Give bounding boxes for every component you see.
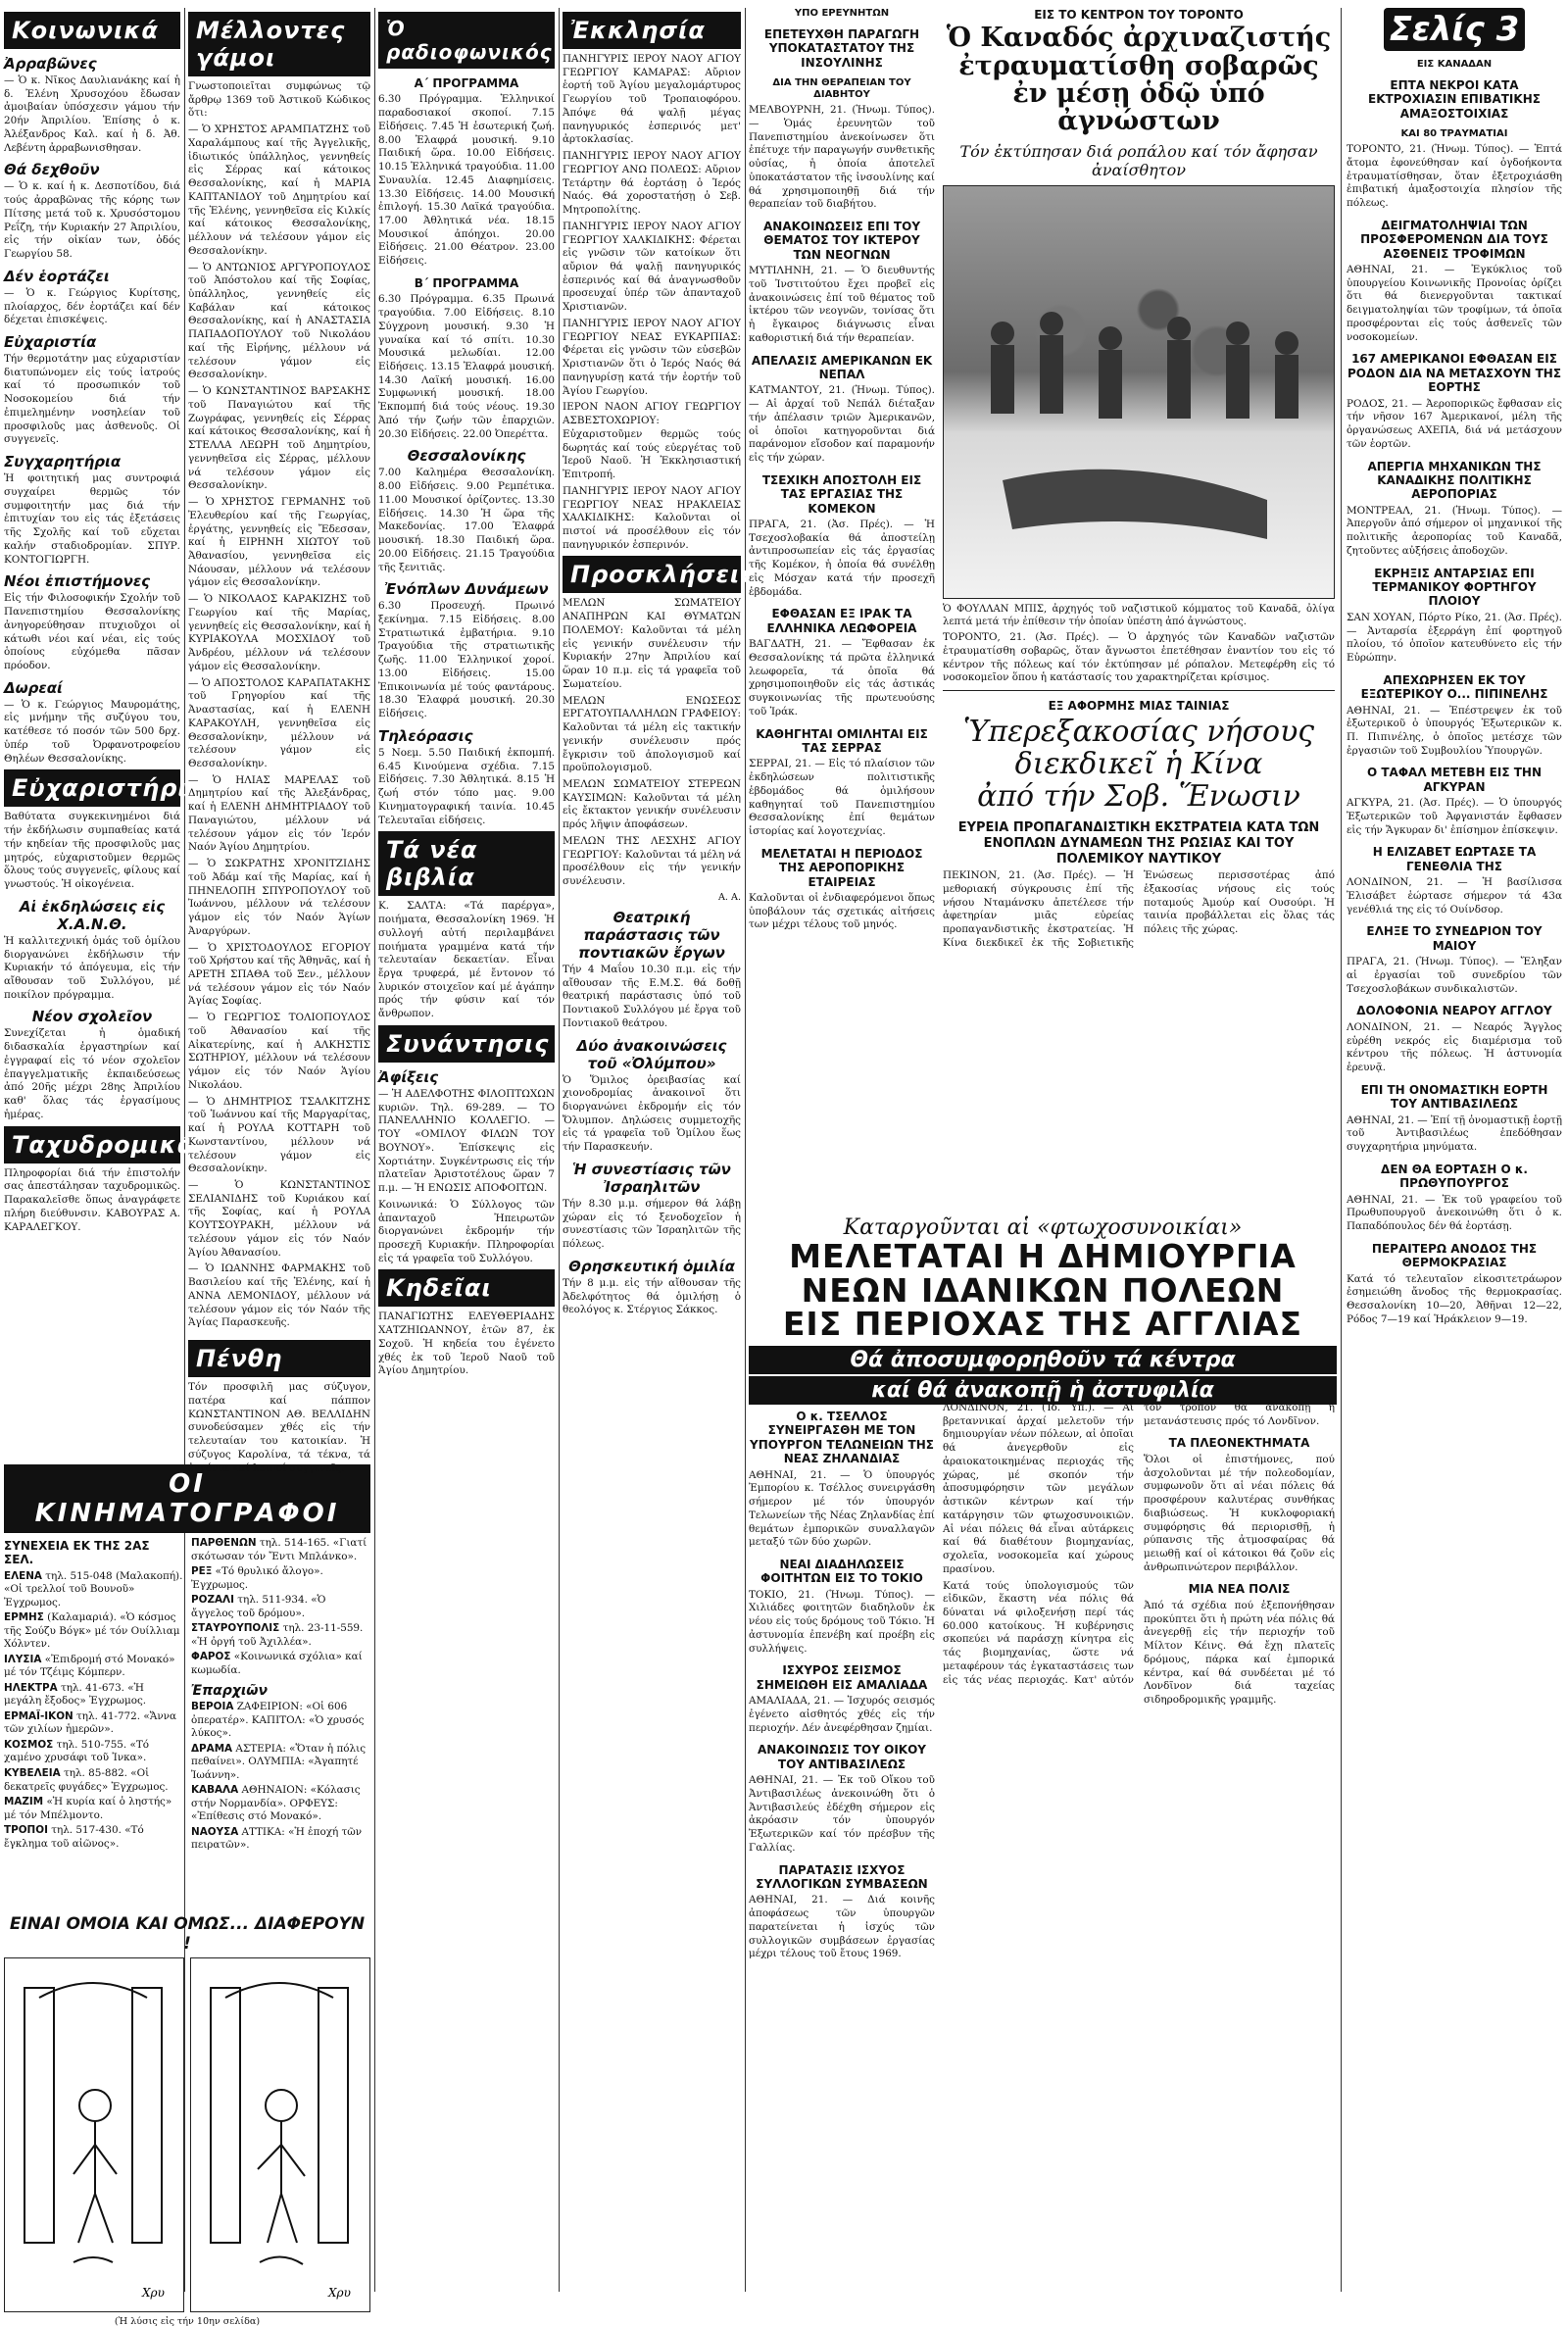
article-subheadline: ΚΑΙ 80 ΤΡΑΥΜΑΤΙΑΙ: [1400, 128, 1508, 140]
article-text: ΜΥΤΙΛΗΝΗ, 21. — Ὁ διευθυντής τοῦ Ἰνστιτούτου ἔχει προβεῖ εἰς ἀνακοινώσεις ἐπί τοῦ θέματος τοῦ ἰκτέρου τῶν νεογνῶν, τονίσας ὅτι ἡ ἔγκαιρος διάγνωσις εἶναι καθοριστική διά τήν θεραπείαν.: [749, 265, 935, 344]
spread-kicker: Καταργοῦνται αἱ «φτωχοσυνοικίαι»: [843, 1215, 1243, 1240]
spread-headline-line: ΝΕΩΝ ΙΔΑΝΙΚΩΝ ΠΟΛΕΩΝ: [801, 1270, 1285, 1310]
cinema-listing: [4, 1710, 183, 1737]
wedding-notice: — Ὁ ΧΡΗΣΤΟΣ ΓΕΡΜΑΝΗΣ τοῦ Ἐλευθερίου καί τῆς Γεωργίας, ἐργάτης, γεννηθείς εἰς Ἔδεσσαν, καί ἡ ΕΙΡΗΝΗ ΧΙΩΤΟΥ τοῦ Ἀθανασίου, γεννηθεῖσα εἰς Νάουσαν, μέλλουν νά τελέσουν γάμον εἰς Θεσσαλονίκην.: [188, 496, 370, 589]
subsection-text: — Ὁ κ. καί ἡ κ. Δεσποτίδου, διά τούς ἀρραβῶνας τῆς κόρης των Πίτσης μετά τοῦ κ. Χρυσόστομου Ρεΐζη, τήν Κυριακήν 27 Ἀπριλίου, εἰς τήν οἰκίαν των, ὁδός Γεωργίου 58.: [4, 180, 180, 261]
program-title: Α΄ ΠΡΟΓΡΑΜΜΑ: [414, 76, 519, 90]
article-headline: 167 ΑΜΕΡΙΚΑΝΟΙ ΕΦΘΑΣΑΝ ΕΙΣ ΡΟΔΟΝ ΔΙΑ ΝΑ ΜΕΤΑΣΧΟΥΝ ΤΗΣ ΕΟΡΤΗΣ: [1347, 352, 1562, 395]
cinema-listing: [191, 1651, 370, 1677]
subsection-text: Ἡ φοιτητική μας συντροφιά συγχαίρει θερμῶς τόν συμφοιτητήν μας διά τήν ἐπιτυχίαν του εἰς τάς ἐξετάσεις τῆς Σχολῆς καί τοῦ εὔχεται καλήν σταδιοδρομίαν. ΣΠΥΡ. ΚΟΝΤΟΓΙΩΡΓΗ.: [4, 472, 180, 566]
spread-section-title: ΤΑ ΠΛΕΟΝΕΚΤΗΜΑΤΑ: [1168, 1436, 1310, 1451]
article-text: ΑΘΗΝΑΙ, 21. — Ἐγκύκλιος τοῦ ὑπουργείου Κοινωνικῆς Προνοίας ὁρίζει ὅτι θά διενεργοῦνται τακτικαί δειγματοληψίαι τῶν τροφίμων, τά ὁποῖα προσφέρονται εἰς τούς ἀσθενεῖς τῶν νοσοκομείων.: [1347, 264, 1562, 343]
article-headline: ΑΠΕΡΓΙΑ ΜΗΧΑΝΙΚΩΝ ΤΗΣ ΚΑΝΑΔΙΚΗΣ ΠΟΛΙΤΙΚΗΣ ΑΕΡΟΠΟΡΙΑΣ: [1367, 459, 1542, 502]
column-church: [563, 8, 756, 2297]
article-text: ΡΟΔΟΣ, 21. — Ἀεροπορικῶς ἔφθασαν εἰς τήν νῆσον 167 Ἀμερικανοί, μέλη τῆς ὀργανώσεως ΑΧΕΠΑ, διά νά μετάσχουν τῶν ἑορτῶν.: [1347, 397, 1562, 450]
section-title-thanks: Εὐχαριστήρια: [4, 769, 180, 807]
cinema-info: τηλ. 515-048 (Μαλακοπή). «Οἱ τρελλοί τοῦ Βουνοῦ» Ἐγχρωμος.: [4, 1569, 183, 1609]
subsection-title: Δωρεαί: [4, 678, 63, 697]
cinema-info: «Ἡ κυρία καί ὁ ληστής» μέ τόν Μπέλμοντο.: [4, 1796, 172, 1821]
cinema-listing: [4, 1767, 183, 1794]
cinema-listing: [4, 1739, 183, 1765]
cinema-info: ΖΑΦΕΙΡΙΟΝ: «Οἱ 606 ὀπερατέρ». ΚΑΠΙΤΟΛ: «Ὁ χρυσός λύκος».: [191, 1701, 365, 1740]
spread-body: [943, 1402, 1335, 2289]
program-text: 7.00 Καλημέρα Θεσσαλονίκη. 8.00 Εἰδήσεις. 9.00 Ρεμπέτικα. 11.00 Μουσικοί ὁρίζοντες. 13.30 Εἰδήσεις. 14.30 Ἡ ὥρα τῆς Μακεδονίας. 17.00 Ἐλαφρά μουσική. 18.30 Παιδική ὥρα. 20.00 Εἰδήσεις. 21.15 Τραγούδια τῆς ξενιτιᾶς.: [378, 467, 555, 573]
church-notice: ΠΑΝΗΓΥΡΙΣ ΙΕΡΟΥ ΝΑΟΥ ΑΓΙΟΥ ΓΕΩΡΓΙΟΥ ΑΝΩ ΠΟΛΕΩΣ: Αὔριον Τετάρτην θά ἑορτάσῃ ὁ Ἱερός Ναός. Θά χοροστατήσῃ ὁ Σεβ. Μητροπολίτης.: [563, 150, 741, 217]
article-headline: Ο ΤΑΦΑΛ ΜΕΤΕΒΗ ΕΙΣ ΤΗΝ ΑΓΚΥΡΑΝ: [1366, 766, 1542, 794]
spread-text: Ἀπό τά σχέδια πού ἐξεπονήθησαν προκύπτει ὅτι ἡ πρώτη νέα πόλις θά ἀνεγερθῇ εἰς τήν περιοχήν τοῦ Μίλτον Κέινς. Θά ἔχῃ πλατεῖς δρόμους, πάρκα καί ἐμπορικά κέντρα, καί θά συνδέεται μέ τό Λονδῖνον διά ταχείας σιδηροδρομικῆς γραμμῆς.: [1144, 1599, 1335, 1706]
cinema-info: ΑΘΗΝΑΙΟΝ: «Κόλασις στήν Νορμανδία». ΟΡΦΕΥΣ: «Ἐπίθεσις στό Μονακό».: [191, 1784, 361, 1823]
cinema-name: ΒΕΡΟΙΑ: [191, 1701, 234, 1713]
cinemas-continued: ΣΥΝΕΧΕΙΑ ΕΚ ΤΗΣ 2ΑΣ ΣΕΛ.: [4, 1539, 150, 1567]
subsection-text: Τήν 8.30 μ.μ. σήμερον θά λάβῃ χώραν εἰς τό ξενοδοχεῖον ἡ συνεστίασις τῶν Ἰσραηλιτῶν τῆς πόλεως.: [563, 1197, 741, 1251]
section-title-church: Ἐκκλησία: [563, 12, 741, 49]
column-rule: [374, 8, 375, 2292]
cinema-info: τηλ. 511-934. «Ὁ ἄγγελος τοῦ δρόμου».: [191, 1594, 326, 1619]
wedding-notice: — Ὁ ΙΩΑΝΝΗΣ ΦΑΡΜΑΚΗΣ τοῦ Βασιλείου καί τῆς Ἑλένης, καί ἡ ΑΝΝΑ ΛΕΜΟΝΙΔΟΥ, μέλλουν νά τελέσουν γάμον εἰς τόν Ναόν τῆς Ἁγίας Παρασκευῆς.: [188, 1263, 370, 1329]
article-headline: ΚΑΘΗΓΗΤΑΙ ΟΜΙΛΗΤΑΙ ΕΙΣ ΤΑΣ ΣΕΡΡΑΣ: [756, 726, 928, 755]
story-headline-line: διεκδικεῖ ἡ Κίνα: [1014, 747, 1263, 782]
program-title: Θεσσαλονίκης: [407, 447, 526, 466]
cinema-info: «Κοινωνικά σχόλια» καί κωμωδία.: [191, 1651, 363, 1676]
invitation-notice: ΜΕΛΩΝ ΤΗΣ ΛΕΣΧΗΣ ΑΓΙΟΥ ΓΕΩΡΓΙΟΥ: Καλοῦνται τά μέλη νά προσέλθουν εἰς τήν γενικήν συνέλευσιν.: [563, 834, 741, 888]
column-news-a: [749, 8, 935, 1209]
cinema-info: τηλ. 23-11-559. «Ἡ ὀργή τοῦ Ἀχιλλέα».: [191, 1622, 364, 1648]
section-title-weddings: Μέλλοντες γάμοι: [188, 12, 370, 76]
page-flag: [1384, 8, 1526, 51]
funerals-text: ΠΑΝΑΓΙΩΤΗΣ ΕΛΕΥΘΕΡΙΑΔΗΣ ΧΑΤΖΗΙΩΑΝΝΟΥ, ἐτῶν 87, ἐκ Σοχοῦ. Ἡ κηδεία του ἐγένετο χθές ἐκ τοῦ Ἱεροῦ Ναοῦ τοῦ Ἁγίου Δημητρίου.: [378, 1311, 555, 1377]
cinema-listing: [4, 1824, 183, 1851]
wedding-notice: — Ὁ ΑΠΟΣΤΟΛΟΣ ΚΑΡΑΠΑΤΑΚΗΣ τοῦ Γρηγορίου καί τῆς Ἀναστασίας, καί ἡ ΕΛΕΝΗ ΚΑΡΑΚΟΥΛΗ, γεννηθεῖσα εἰς Θεσσαλονίκην, μέλλουν νά τελέσουν γάμον εἰς Θεσσαλονίκην.: [188, 676, 370, 769]
program-title: Β΄ ΠΡΟΓΡΑΜΜΑ: [414, 275, 519, 290]
cinema-listing: [4, 1682, 183, 1708]
article-text: ΑΘΗΝΑΙ, 21. — Ἐκ τοῦ γραφείου τοῦ Πρωθυπουργοῦ ἀνεκοινώθη ὅτι ὁ κ. Παπαδόπουλος δέν θά ἑορτάσῃ.: [1347, 1193, 1562, 1232]
subsection-text: Τήν 8 μ.μ. εἰς τήν αἴθουσαν τῆς Ἀδελφότητος θά ὁμιλήσῃ ὁ θεολόγος κ. Στέργιος Σάκκος.: [563, 1276, 741, 1316]
cinema-name: ΕΛΕΝΑ: [4, 1569, 42, 1582]
cinema-name: ΦΑΡΟΣ: [191, 1651, 231, 1663]
cinema-name: ΡΕΞ: [191, 1565, 213, 1578]
photo-caption: Ὁ ΦΟΥΛΛΑΝ ΜΠΙΣ, ἀρχηγός τοῦ ναζιστικοῦ κόμματος τοῦ Καναδᾶ, ὀλίγα λεπτά μετά τήν ἐπίθεσιν τήν ὁποίαν ὑπέστη ἀπό ἀγνώστους.: [943, 603, 1335, 627]
column-radio: [378, 8, 555, 2297]
article-text: ΣΑΝ ΧΟΥΑΝ, Πόρτο Ρίκο, 21. (Ἀσ. Πρές). — Ἀνταρσία ἐξερράγη ἐπί φορτηγοῦ πλοίου, τό ὁποῖον κατευθύνετο εἰς τήν Εὐρώπην.: [1347, 611, 1562, 665]
spread-subheadline: καί θά ἀνακοπῇ ἡ ἀστυφιλία: [749, 1376, 1337, 1405]
subsection-title: Συγχαρητήρια: [4, 453, 122, 471]
cinema-name: ΤΡΟΠΟΙ: [4, 1824, 48, 1837]
article-text: Κατά τό τελευταῖον εἰκοσιτετράωρον ἐσημειώθη ἄνοδος τῆς θερμοκρασίας. Θεσσαλονίκη 10—20, Ἀθῆναι 12—22, Ρόδος 7—19 καί Ἡράκλειον 9—19.: [1347, 1272, 1562, 1325]
wedding-notice: Γνωστοποιεῖται συμφώνως τῷ ἄρθρῳ 1369 τοῦ Ἀστικοῦ Κώδικος ὅτι:: [188, 80, 370, 120]
article-text: Καλοῦνται οἱ ἐνδιαφερόμενοι ὅπως ὑποβάλουν τάς σχετικάς αἰτήσεις των μέχρι τέλους τοῦ μηνός.: [749, 891, 935, 931]
cinemas-list-right: [191, 1537, 370, 1855]
spread-text: ΛΟΝΔΙΝΟΝ, 21. (Ἰδ. Ὑπ.). — Αἱ βρεταννικαί ἀρχαί μελετοῦν τήν δημιουργίαν νέων πόλεων, αἱ ὁποῖαι θά ἀνεγερθοῦν εἰς ἀραιοκατοικημένας περιοχάς τῆς χώρας, μέ σκοπόν τήν ἀποσυμφόρησιν τῶν μεγάλων ἀστικῶν κέντρων καί τήν κατάργησιν τῶν φτωχοσυνοικιῶν. Αἱ νέαι πόλεις θά εἶναι αὐτάρκεις καί θά διαθέτουν βιομηχανίας, σχολεῖα, νοσοκομεῖα καί χώρους πρασίνου.: [943, 1402, 1134, 1575]
article-text: ΣΕΡΡΑΙ, 21. — Εἰς τό πλαίσιον τῶν ἐκδηλώσεων πολιτιστικῆς ἑβδομάδος θά ὁμιλήσουν καθηγηταί τοῦ Πανεπιστημίου Θεσσαλονίκης ἐπί θεμάτων ἱστορίας καί λογοτεχνίας.: [749, 758, 935, 838]
article-headline: ΑΝΑΚΟΙΝΩΣΙΣ ΤΟΥ ΟΙΚΟΥ ΤΟΥ ΑΝΤΙΒΑΣΙΛΕΩΣ: [758, 1743, 926, 1771]
cinema-info: τηλ. 514-165. «Γιατί σκότωσαν τόν Ἔντι Μπλάνκο».: [191, 1537, 368, 1562]
article-headline: ΠΕΡΑΙΤΕΡΩ ΑΝΟΔΟΣ ΤΗΣ ΘΕΡΜΟΚΡΑΣΙΑΣ: [1371, 1241, 1538, 1270]
cartoon-drawing: [5, 1958, 183, 2311]
article-headline: ΜΕΛΕΤΑΤΑΙ Η ΠΕΡΙΟΔΟΣ ΤΗΣ ΑΕΡΟΠΟΡΙΚΗΣ ΕΤΑΙΡΕΙΑΣ: [760, 846, 923, 889]
article-kicker: ΥΠΟ ΕΡΕΥΝΗΤΩΝ: [794, 8, 890, 19]
article-text: ΑΓΚΥΡΑ, 21. (Ἀσ. Πρές). — Ὁ ὑπουργός Ἐξωτερικῶν τοῦ Ἀφγανιστάν ἔφθασεν εἰς τήν Ἄγκυραν δι' ἐπίσημον ἐπίσκεψιν.: [1347, 797, 1562, 836]
subsection-title: Εὐχαριστία: [4, 333, 97, 352]
article-headline: ΠΑΡΑΤΑΣΙΣ ΙΣΧΥΟΣ ΣΥΛΛΟΓΙΚΩΝ ΣΥΜΒΑΣΕΩΝ: [756, 1862, 928, 1891]
subsection-title: Δέν ἑορτάζει: [4, 267, 110, 285]
cinemas-block: [4, 1461, 370, 1855]
subsection-title: Αἱ ἐκδηλώσεις εἰς Χ.Α.Ν.Θ.: [19, 897, 166, 933]
column-weddings: [188, 8, 370, 1474]
article-headline: ΙΣΧΥΡΟΣ ΣΕΙΣΜΟΣ ΣΗΜΕΙΩΘΗ ΕΙΣ ΑΜΑΛΙΑΔΑ: [756, 1663, 928, 1692]
cinema-info: τηλ. 517-430. «Τό ἔγκλημα τοῦ αἰῶνος».: [4, 1824, 144, 1850]
cinema-listing: [191, 1826, 370, 1853]
subsection-text: Ὁ Ὅμιλος ὀρειβασίας καί χιονοδρομίας ἀνακοινοῖ ὅτι διοργανώνει ἐκδρομήν εἰς τόν Ὄλυμπον. Δηλώσεις συμμετοχῆς εἰς τά γραφεῖα τοῦ Ὁμίλου ἕως τήν Παρασκευήν.: [563, 1073, 741, 1154]
section-title-funerals: Κηδεῖαι: [378, 1269, 555, 1307]
cinema-name: ΚΟΣΜΟΣ: [4, 1738, 54, 1751]
provinces-title: Ἐπαρχιῶν: [191, 1683, 268, 1700]
article-headline: ΔΕΙΓΜΑΤΟΛΗΨΙΑΙ ΤΩΝ ΠΡΟΣΦΕΡΟΜΕΝΩΝ ΔΙΑ ΤΟΥΣ ΑΣΘΕΝΕΙΣ ΤΡΟΦΙΜΩΝ: [1360, 218, 1548, 261]
cartoon-block: [4, 1906, 370, 2327]
article-text: ΚΑΤΜΑΝΤΟΥ, 21. (Ἡνωμ. Τύπος). — Αἱ ἀρχαί τοῦ Νεπάλ διέταξαν τήν ἀπέλασιν τριῶν Ἀμερικανῶν, οἱ ὁποῖοι κατηγοροῦνται διά παράνομον εἴσοδον καί παραμονήν εἰς τήν χώραν.: [749, 384, 935, 465]
cinema-listing: [4, 1570, 183, 1610]
cinema-listing: [191, 1594, 370, 1620]
subsection-title: Δύο ἀνακοινώσεις τοῦ «Ὀλύμπου»: [576, 1036, 727, 1072]
cinema-listing: [4, 1654, 183, 1680]
mail-text: Πληροφορίαι διά τήν ἐπιστολήν σας ἀπεστάλησαν ταχυδρομικῶς. Παρακαλεῖσθε ὅπως ἀναγράφετε πλήρη διεύθυνσιν. ΚΑΒΟΥΡΑΣ Α. ΚΑΡΑΛΕΓΚΟΥ.: [4, 1166, 180, 1233]
cinema-listing: [4, 1796, 183, 1822]
article-headline: ΑΠΕΛΑΣΙΣ ΑΜΕΡΙΚΑΝΩΝ ΕΚ ΝΕΠΑΛ: [751, 353, 933, 382]
subsection-text: — Ὁ κ. Γεώργιος Μαυρομάτης, εἰς μνήμην τῆς συζύγου του, κατέθεσε τό ποσόν τῶν 500 δρχ. ὑπέρ τοῦ Ὀρφανοτροφείου Θηλέων Θεσσαλονίκης.: [4, 698, 180, 765]
article-headline: ΕΛΗΞΕ ΤΟ ΣΥΝΕΔΡΙΟΝ ΤΟΥ ΜΑΙΟΥ: [1366, 924, 1543, 953]
article-text: ΜΕΛΒΟΥΡΝΗ, 21. (Ἡνωμ. Τύπος). — Ὁμάς ἐρευνητῶν τοῦ Πανεπιστημίου ἀνεκοίνωσεν ὅτι ἐπέτυχε τήν παραγωγήν συνθετικῆς οὐσίας, ἡ ὁποία ἀποτελεῖ ὑποκατάστατον τῆς ἰνσουλίνης καί θά χρησιμοποιηθῇ διά τήν θεραπείαν τοῦ διαβήτου.: [749, 104, 935, 211]
section-title-books: Τά νέα βιβλία: [378, 831, 555, 896]
cinema-listing: [191, 1743, 370, 1783]
cinema-listing: [191, 1565, 370, 1592]
wedding-notice: — Ὁ ΣΩΚΡΑΤΗΣ ΧΡΟΝΙΤΖΙΔΗΣ τοῦ Ἀδάμ καί τῆς Μαρίας, καί ἡ ΠΗΝΕΛΟΠΗ ΣΠΥΡΟΠΟΥΛΟΥ τοῦ Ἰωάννου, μέλλουν νά τελέσουν γάμον εἰς τόν Ναόν Ἁγίων Ἀναργύρων.: [188, 858, 370, 937]
wedding-notice: — Ὁ ΧΡΙΣΤΟΔΟΥΛΟΣ ΕΓΟΡΙΟΥ τοῦ Χρήστου καί τῆς Ἀθηνᾶς, καί ἡ ΑΡΕΤΗ ΣΠΑΘΑ τοῦ Ξεν., μέλλουν νά τελέσουν γάμον εἰς τόν Ναόν Ἁγίας Σοφίας.: [188, 941, 370, 1008]
article-text: ΑΘΗΝΑΙ, 21. — Ἐπέστρεψεν ἐκ τοῦ ἐξωτερικοῦ ὁ ὑπουργός Ἐξωτερικῶν κ. Π. Πιπινέλης, ὁ ὁποῖος μετέσχε τῶν ἐργασιῶν τοῦ Συμβουλίου Ὑπουργῶν.: [1347, 704, 1562, 757]
article-headline: ΝΕΑΙ ΔΙΑΔΗΛΩΣΕΙΣ ΦΟΙΤΗΤΩΝ ΕΙΣ ΤΟ ΤΟΚΙΟ: [760, 1557, 923, 1586]
cinema-name: ΚΑΒΑΛΑ: [191, 1784, 239, 1797]
cartoon-panel-left: [4, 1957, 184, 2312]
cinemas-list-left: [4, 1537, 183, 1855]
cinema-listing: [191, 1701, 370, 1741]
cinema-listing: [191, 1622, 370, 1649]
church-notice: ΠΑΝΗΓΥΡΙΣ ΙΕΡΟΥ ΝΑΟΥ ΑΓΙΟΥ ΓΕΩΡΓΙΟΥ ΝΕΑΣ ΗΡΑΚΛΕΙΑΣ ΧΑΛΚΙΔΙΚΗΣ: Καλοῦνται οἱ πιστοί νά προσέλθουν εἰς τόν πανηγυρικόν ἑσπερινόν.: [563, 484, 741, 551]
subsection-title: Νέοι ἐπιστήμονες: [4, 572, 151, 591]
subsection-title: Θεατρική παράστασις τῶν ποντιακῶν ἔργων: [578, 908, 725, 962]
cinema-name: ΠΑΡΘΕΝΩΝ: [191, 1537, 257, 1549]
cinemas-title: ΟΙ ΚΙΝΗΜΑΤΟΓΡΑΦΟΙ: [4, 1464, 370, 1533]
cartoon-caption: ΕΙΝΑΙ ΟΜΟΙΑ ΚΑΙ ΟΜΩΣ... ΔΙΑΦΕΡΟΥΝ !: [9, 1914, 366, 1955]
subsection-text: — Ὁ κ. Νῖκος Δαυλιανάκης καί ἡ δ. Ἐλένη Χρυσοχόου ἔδωσαν ἀμοιβαίαν ὑπόσχεσιν γάμου τήν 20ήν Ἀπριλίου. Ἐπίσης ὁ κ. Ἀλέξανδρος Καλ. καί ἡ δ. Ἀθ. Λεβέντη ἀρραβωνισθησαν.: [4, 74, 180, 154]
article-headline: Ο κ. ΤΣΕΛΛΟΣ ΣΥΝΕΙΡΓΑΣΘΗ ΜΕ ΤΟΝ ΥΠΟΥΡΓΟΝ ΤΕΛΩΝΕΙΩΝ ΤΗΣ ΝΕΑΣ ΖΗΛΑΝΔΙΑΣ: [750, 1410, 934, 1466]
cinema-name: ΔΡΑΜΑ: [191, 1742, 233, 1755]
story-headline-line: Ὁ Καναδός ἀρχιναζιστής: [946, 23, 1332, 54]
church-notice: ΠΑΝΗΓΥΡΙΣ ΙΕΡΟΥ ΝΑΟΥ ΑΓΙΟΥ ΓΕΩΡΓΙΟΥ ΝΕΑΣ ΕΥΚΑΡΠΙΑΣ: Φέρεται εἰς γνῶσιν τῶν εὐσεβῶν Χριστιανῶν ὅτι ὁ Ἱερός Ναός θά πανηγυρίσῃ κατά τήν ἑορτήν τοῦ Ἁγίου Γεωργίου.: [563, 317, 741, 397]
program-title: Τηλεόρασις: [378, 726, 473, 745]
article-text: ΠΡΑΓΑ, 21. (Ἡνωμ. Τύπος). — Ἔληξαν αἱ ἐργασίαι τοῦ συνεδρίου τῶν Τσεχοσλοβάκων συνδικαλιστῶν.: [1347, 956, 1562, 995]
cinema-name: ΗΛΕΚΤΡΑ: [4, 1681, 58, 1694]
section-title-radio: Ὁ ραδιοφωνικός: [378, 12, 555, 69]
article-headline: ΕΦΘΑΣΑΝ ΕΞ ΙΡΑΚ ΤΑ ΕΛΛΗΝΙΚΑ ΛΕΩΦΟΡΕΙΑ: [766, 607, 917, 635]
program-text: 6.30 Πρόγραμμα. 6.35 Πρωινά τραγούδια. 7.00 Εἰδήσεις. 8.10 Σύγχρονη μουσική. 9.30 Ἡ γυναίκα καί τό σπίτι. 10.30 Μουσικά μελωδίαι. 12.00 Εἰδήσεις. 13.15 Ἐλαφρά μουσική. 14.30 Λαϊκή μουσική. 16.00 Συμφωνική μουσική. 18.00 Ἐκπομπή διά τούς νέους. 19.30 Ἀπό τήν ζωήν τῶν ἐπαρχιῶν. 20.30 Εἰδήσεις. 22.00 Ὀπερέττα.: [378, 293, 555, 440]
article-text: ΑΘΗΝΑΙ, 21. — Διά κοινῆς ἀποφάσεως τῶν ὑπουργῶν παρατείνεται ἡ ἰσχύς τῶν συλλογικῶν συμβάσεων ἐργασίας μέχρι τέλους τοῦ ἔτους 1969.: [749, 1894, 935, 1960]
cinema-listing: [191, 1537, 370, 1563]
invitations-signature: Α. Α.: [717, 891, 741, 903]
story-subheadline: Τόν ἐκτύπησαν διά ροπάλου καί τόν ἄφησαν ἀναίσθητον: [959, 141, 1318, 179]
cinema-listing: [191, 1784, 370, 1824]
cinema-info: τηλ. 41-673. «Ἡ μεγάλη ἔξοδος» Ἐγχρωμος.: [4, 1681, 147, 1708]
column-briefs: [1347, 8, 1562, 2297]
cinema-info: ΑΤΤΙΚΑ: «Ἡ ἐποχή τῶν πειρατῶν».: [191, 1825, 363, 1852]
subsection-text: Τήν θερμοτάτην μας εὐχαριστίαν διατυπώνομεν εἰς τούς ἰατρούς καί τό προσωπικόν τοῦ Νοσοκομείου διά τήν ἐπιμελημένην νοσηλείαν τοῦ προσφιλοῦς μας ἀσθενοῦς. Οἱ συγγενεῖς.: [4, 353, 180, 446]
story-kicker: ΕΞ ΑΦΟΡΜΗΣ ΜΙΑΣ ΤΑΙΝΙΑΣ: [1048, 699, 1230, 714]
section-title-mourning: Πένθη: [188, 1340, 370, 1377]
article-headline: ΕΚΡΗΞΙΣ ΑΝΤΑΡΣΙΑΣ ΕΠΙ ΤΕΡΜΑΝΙΚΟΥ ΦΟΡΤΗΓΟΥ ΠΛΟΙΟΥ: [1372, 566, 1537, 609]
spread-text: Κατά τούς ὑπολογισμούς τῶν εἰδικῶν, ἕκαστη νέα πόλις θά δύναται νά φιλοξενήσῃ περί τάς 60.000 κατοίκους. Ἡ κυβέρνησις σκοπεύει νά παράσχῃ κίνητρα εἰς τάς βιομηχανίας, ὥστε νά μεταφέρουν τάς ἐγκαταστάσεις των εἰς τάς νέας περιοχάς. Κατ' αὐτόν τόν τρόπον θά ἀνακοπῇ ἡ μετανάστευσις πρός τό Λονδῖνον.: [943, 1402, 1335, 1686]
invitation-notice: ΜΕΛΩΝ ΕΝΩΣΕΩΣ ΕΡΓΑΤΟΥΠΑΛΛΗΛΩΝ ΓΡΑΦΕΙΟΥ: Καλοῦνται τά μέλη εἰς τακτικήν γενικήν συνέλευσιν πρός ἔγκρισιν τοῦ ἀπολογισμοῦ καί προϋπολογισμοῦ.: [563, 694, 741, 774]
cinema-listing: [4, 1611, 183, 1652]
article-headline: ΕΠΤΑ ΝΕΚΡΟΙ ΚΑΤΑ ΕΚΤΡΟΧΙΑΣΙΝ ΕΠΙΒΑΤΙΚΗΣ ΑΜΑΞΟΣΤΟΙΧΙΑΣ: [1368, 78, 1541, 121]
cinema-info: τηλ. 510-755. «Τό χαμένο χρυσάφι τοῦ Ἰνκα».: [4, 1738, 150, 1764]
cinema-info: ΑΣΤΕΡΙΑ: «Ὅταν ἡ πόλις πεθαίνει». ΟΛΥΜΠΙΑ: «Ἀγαπητέ Ἰωάννη».: [191, 1742, 367, 1781]
meetings-subtitle: Ἀφίξεις: [378, 1067, 439, 1086]
cinema-name: ΝΑΟΥΣΑ: [191, 1825, 239, 1838]
wedding-notice: — Ὁ ΚΩΝΣΤΑΝΤΙΝΟΣ ΒΑΡΣΑΚΗΣ τοῦ Παναγιώτου καί τῆς Ζωγράφας, γεννηθείς εἰς Σέρρας καί κάτοικος Θεσσαλονίκης, καί ἡ ΣΤΕΛΛΑ ΛΕΩΡΗ τοῦ Δημητρίου, γεννηθεῖσα εἰς Σέρρας, μέλλουν νά τελέσουν γάμον εἰς Θεσσαλονίκην.: [188, 385, 370, 492]
section-title-social: Κοινωνικά: [4, 12, 180, 49]
cinema-name: ΕΡΜΑΪ-ΙΚΟΝ: [4, 1709, 74, 1722]
cinema-info: τηλ. 41-772. «Ἄννα τῶν χιλίων ἡμερῶν».: [4, 1709, 177, 1736]
cinema-name: ΚΥΒΕΛΕΙΑ: [4, 1767, 61, 1779]
article-text: ΑΜΑΛΙΑΔΑ, 21. — Ἰσχυρός σεισμός ἐγένετο αἰσθητός χθές εἰς τήν περιοχήν. Δέν ἀνεφέρθησαν ζημίαι.: [749, 1695, 935, 1734]
cinema-name: ΜΑΖΙΜ: [4, 1796, 44, 1808]
article-headline: ΑΝΑΚΟΙΝΩΣΕΙΣ ΕΠΙ ΤΟΥ ΘΕΜΑΤΟΣ ΤΟΥ ΙΚΤΕΡΟΥ ΤΩΝ ΝΕΟΓΝΩΝ: [762, 220, 921, 262]
wedding-notice: — Ὁ ΑΝΤΩΝΙΟΣ ΑΡΓΥΡΟΠΟΥΛΟΣ τοῦ Ἀπόστολου καί τῆς Σοφίας, ὑπάλληλος, γεννηθείς εἰς Καβάλαν καί κάτοικος Θεσσαλονίκης, καί ἡ ΑΝΑΣΤΑΣΙΑ ΠΑΠΑΔΟΠΟΥΛΟΥ τοῦ Νικολάου καί τῆς Εἰρήνης, μέλλουν νά τελέσουν γάμον εἰς Θεσσαλονίκην.: [188, 261, 370, 381]
books-text: Κ. ΣΑΛΤΑ: «Τά παρέργα», ποιήματα, Θεσσαλονίκη 1969. Ἡ συλλογή αὐτή περιλαμβάνει ποιήματα γραμμένα κατά τήν τελευταίαν δεκαετίαν. Εἶναι ἔργα τρυφερά, μέ ἔντονον τό λυρικόν στοιχεῖον καί μέ ἀγάπην πρός τήν φύσιν καί τόν ἄνθρωπον.: [378, 900, 555, 1020]
subsection-title: Ἡ συνεστίασις τῶν Ἰσραηλιτῶν: [572, 1160, 731, 1196]
wedding-notice: — Ὁ ΚΩΝΣΤΑΝΤΙΝΟΣ ΣΕΛΙΑΝΙΔΗΣ τοῦ Κυριάκου καί τῆς Σοφίας, καί ἡ ΡΟΥΛΑ ΚΟΥΤΣΟΥΡΑΚΗ, μέλλουν νά τελέσουν γάμον εἰς τόν Ναόν Ἁγίου Ἀθανασίου.: [188, 1179, 370, 1259]
spread-story: [749, 1215, 1337, 1405]
article-text: ΒΑΓΔΑΤΗ, 21. — Ἔφθασαν ἐκ Θεσσαλονίκης τά πρῶτα ἑλληνικά λεωφορεῖα, τά ὁποῖα θά χρησιμοποιηθοῦν εἰς τάς ἀστικάς συγκοινωνίας τῆς πρωτευούσης τοῦ Ἰράκ.: [749, 638, 935, 718]
spread-subheadline: Θά ἀποσυμφορηθοῦν τά κέντρα: [749, 1346, 1337, 1374]
subsection-title: Ἀρραβῶνες: [4, 55, 97, 73]
invitation-notice: ΜΕΛΩΝ ΣΩΜΑΤΕΙΟΥ ΑΝΑΠΗΡΩΝ ΚΑΙ ΘΥΜΑΤΩΝ ΠΟΛΕΜΟΥ: Καλοῦνται τά μέλη εἰς γενικήν συνέλευσιν τήν Κυριακήν 27ην Ἀπριλίου καί ὥραν 10 π.μ. εἰς τά γραφεῖα τοῦ Σωματείου.: [563, 597, 741, 690]
mourning-text: Τόν προσφιλῆ μας σύζυγον, πατέρα καί πάππον ΚΩΝΣΤΑΝΤΙΝΟΝ ΑΘ. ΒΕΛΛΙΔΗΝ συνοδεύσαμεν χθές εἰς τήν τελευταίαν του κατοικίαν. Ἡ σύζυγος Καρολίνα, τά τέκνα, τά ἐγγόνια καί λοιποί συγγενεῖς.: [188, 1381, 370, 1474]
article-headline: ΑΠΕΧΩΡΗΣΕΝ ΕΚ ΤΟΥ ΕΞΩΤΕΡΙΚΟΥ Ο... ΠΙΠΙΝΕΛΗΣ: [1360, 672, 1548, 702]
wedding-notice: — Ὁ ΝΙΚΟΛΑΟΣ ΚΑΡΑΚΙΖΗΣ τοῦ Γεωργίου καί τῆς Μαρίας, γεννηθείς εἰς Θεσσαλονίκην, καί ἡ ΚΥΡΙΑΚΟΥΛΑ ΜΟΣΧΙΔΟΥ τοῦ Ἀνδρέου, μέλλουν νά τελέσουν γάμον εἰς Θεσσαλονίκην.: [188, 593, 370, 672]
program-text: 6.30 Προσευχή. Πρωινό ξεκίνημα. 7.15 Εἰδήσεις. 8.00 Στρατιωτικά ἐμβατήρια. 9.10 Τραγούδια τῆς στρατιωτικῆς ζωῆς. 11.00 Ἑλληνικοί χοροί. 13.00 Εἰδήσεις. 15.00 Ἐπικοινωνία μέ τούς φαντάρους. 18.30 Ἐλαφρά μουσική. 20.30 Εἰδήσεις.: [378, 600, 555, 720]
cinema-info: «Ἐπιδρομή στό Μονακό» μέ τόν Τζέιμς Κόμπερν.: [4, 1653, 175, 1679]
photo-crowd-icon: [944, 186, 1334, 598]
cartoon-drawing: [191, 1958, 369, 2311]
subsection-text: Ἡ καλλιτεχνική ὁμάς τοῦ ὁμίλου διοργανώνει ἐκδήλωσιν τήν Κυριακήν τό ἀπόγευμα, εἰς τήν αἴθουσαν τοῦ Συλλόγου, μέ ποικίλον πρόγραμμα.: [4, 934, 180, 1001]
article-text: ΛΟΝΔΙΝΟΝ, 21. — Νεαρός Ἄγγλος εὑρέθη νεκρός εἰς διαμέρισμα τοῦ κέντρου τῆς πόλεως. Ἡ ἀστυνομία ἐρευνᾷ.: [1347, 1020, 1562, 1074]
cartoon-panel-right: [190, 1957, 370, 2312]
invitation-notice: ΜΕΛΩΝ ΣΩΜΑΤΕΙΟΥ ΣΤΕΡΕΩΝ ΚΑΥΣΙΜΩΝ: Καλοῦνται τά μέλη εἰς ἔκτακτον γενικήν συνέλευσιν πρός λῆψιν ἀποφάσεων.: [563, 777, 741, 831]
cinema-info: «Τό θρυλικό ἄλογο». Ἐγχρωμος.: [191, 1565, 323, 1591]
article-headline: ΔΟΛΟΦΟΝΙΑ ΝΕΑΡΟΥ ΑΓΓΛΟΥ: [1356, 1004, 1552, 1018]
column-rule: [1341, 8, 1342, 2292]
story-headline-line: Ὑπερεξακοσίας νήσους: [962, 715, 1315, 750]
subsection-title: Θά δεχθοῦν: [4, 161, 100, 179]
article-kicker: ΕΙΣ ΚΑΝΑΔΑΝ: [1416, 59, 1493, 70]
column-top-story: [943, 8, 1335, 1209]
cartoon-signature: Χρυ: [142, 2285, 165, 2300]
article-text: ΑΘΗΝΑΙ, 21. — Ἐπί τῇ ὀνομαστικῇ ἑορτῇ τοῦ Ἀντιβασιλέως ἐπεδόθησαν συγχαρητήρια μηνύματα.: [1347, 1114, 1562, 1153]
page-number: 3: [1495, 10, 1520, 49]
cinema-info: τηλ. 85-882. «Οἱ δεκατρεῖς φυγάδες» Ἐγχρωμος.: [4, 1767, 169, 1793]
story-headline-line: ἐτραυματίσθη σοβαρῶς: [958, 50, 1319, 81]
cinema-name: ΕΡΜΗΣ: [4, 1611, 44, 1624]
article-text: ΛΟΝΔΙΝΟΝ, 21. — Ἡ βασίλισσα Ἐλισάβετ ἑώρτασε σήμερον τά 43α γενέθλιά της εἰς τό Ουίνδσορ.: [1347, 876, 1562, 916]
wedding-notice: — Ὁ ΗΛΙΑΣ ΜΑΡΕΛΑΣ τοῦ Δημητρίου καί τῆς Ἀλεξάνδρας, καί ἡ ΕΛΕΝΗ ΔΗΜΗΤΡΙΑΔΟΥ τοῦ Παναγιώτου, μέλλουν νά τελέσουν γάμον εἰς τόν Ἱερόν Ναόν Ἁγίου Δημητρίου.: [188, 773, 370, 854]
spread-text: Ὅλοι οἱ ἐπιστήμονες, πού ἀσχολοῦνται μέ τήν πολεοδομίαν, συμφωνοῦν ὅτι αἱ νέαι πόλεις θά προσφέρουν καλυτέρας συνθήκας διαβιώσεως. Ἡ κυκλοφοριακή συμφόρησις θά περιορισθῇ, ἡ ρύπανσις τῆς ἀτμοσφαίρας θά μειωθῇ καί οἱ κάτοικοι θά ζοῦν εἰς ἀνθρωπινώτερον περιβάλλον.: [1144, 1453, 1335, 1573]
church-notice: ΠΑΝΗΓΥΡΙΣ ΙΕΡΟΥ ΝΑΟΥ ΑΓΙΟΥ ΓΕΩΡΓΙΟΥ ΧΑΛΚΙΔΙΚΗΣ: Φέρεται εἰς γνῶσιν τῶν κατοίκων ὅτι αὔριον θά ψαλῇ πανηγυρικός ἑσπερινός καί θά ἀναγνωσθοῦν προσευχαί ὑπέρ τῶν ἀπανταχοῦ Χριστιανῶν.: [563, 220, 741, 314]
story-kicker: ΕΙΣ ΤΟ ΚΕΝΤΡΟΝ ΤΟΥ ΤΟΡΟΝΤΟ: [1034, 8, 1244, 22]
cinema-name: ΙΛΥΣΙΑ: [4, 1653, 42, 1665]
article-headline: Η ΕΛΙΖΑΒΕΤ ΕΩΡΤΑΣΕ ΤΑ ΓΕΝΕΘΛΙΑ ΤΗΣ: [1372, 845, 1537, 873]
program-text: 6.30 Πρόγραμμα. Ἑλληνικοί παραδοσιακοί σκοποί. 7.15 Εἰδήσεις. 7.45 Ἡ ἐσωτερική ζωή. 8.00 Ἐλαφρά μουσική. 9.10 Παιδική ὥρα. 10.00 Εἰδήσεις. 10.15 Ἑλληνικά τραγούδια. 11.00 Συναυλία. 12.45 Διαφημίσεις. 13.30 Εἰδήσεις. 14.00 Μουσική ἐπιλογή. 15.30 Λαϊκά τραγούδια. 17.00 Ἀθλητικά νέα. 18.15 Μουσικοί ἀπόηχοι. 20.00 Εἰδήσεις. 21.00 Θέατρον. 23.00 Εἰδήσεις.: [378, 93, 555, 268]
cinema-name: ΡΟΖΑΛΙ: [191, 1594, 234, 1607]
meetings-text: Κοινωνικά: Ὁ Σύλλογος τῶν ἁπανταχοῦ Ἠπειρωτῶν διοργανώνει ἐκδρομήν τήν προσεχῆ Κυριακήν. Πληροφορίαι εἰς τά γραφεῖα τοῦ Συλλόγου.: [378, 1198, 555, 1264]
section-title-invitations: Προσκλήσεις: [563, 556, 741, 593]
article-headline: ΕΠΕΤΕΥΧΘΗ ΠΑΡΑΓΩΓΗ ΥΠΟΚΑΤΑΣΤΑΤΟΥ ΤΗΣ ΙΝΣΟΥΛΙΝΗΣ: [763, 27, 920, 70]
section-title-mail: Ταχυδρομικά: [4, 1126, 180, 1164]
article-text: ΑΘΗΝΑΙ, 21. — Ἐκ τοῦ Οἴκου τοῦ Ἀντιβασιλέως ἀνεκοινώθη ὅτι ὁ Ἀντιβασιλεύς ἐδέχθη σήμερον εἰς ἀκρόασιν τόν ὑπουργόν Ἐξωτερικῶν καί τόν πρέσβυν τῆς Γαλλίας.: [749, 1774, 935, 1854]
subsection-title: Νέον σχολεῖον: [31, 1008, 153, 1026]
story-headline-line: ἀπό τήν Σοβ. Ἕνωσιν: [977, 779, 1300, 815]
section-title-meetings: Συνάντησις: [378, 1025, 555, 1063]
column-rule: [559, 8, 560, 2292]
story-text: ΤΟΡΟΝΤΟ, 21. (Ἀσ. Πρές). — Ὁ ἀρχηγός τῶν Καναδῶν ναζιστῶν ἐτραυματίσθη σοβαρῶς, ὅταν ἄγνωστοι ἐπετέθησαν ἐναντίον του εἰς τό κέντρον τῆς πόλεως καί τόν ἐκτύπησαν μέ ρόπαλον. Μετεφέρθη εἰς τό νοσοκομεῖον ὅπου ἡ κατάστασίς του χαρακτηρίζεται κρίσιμος.: [943, 631, 1335, 684]
article-text: ΤΟΚΙΟ, 21. (Ἡνωμ. Τύπος). — Χιλιάδες φοιτητῶν διαδηλοῦν ἐκ νέου εἰς τούς δρόμους τοῦ Τόκιο. Ἡ ἀστυνομία ἐπενέβη καί προέβη εἰς συλλήψεις.: [749, 1588, 935, 1655]
thanks-text: Βαθύτατα συγκεκινημένοι διά τήν ἐκδήλωσιν συμπαθείας κατά τήν κηδείαν τῆς προσφιλοῦς μας μητρός, εὐχαριστοῦμεν θερμῶς ὅλους τούς συγγενεῖς, φίλους καί γνωστούς. Ἡ οἰκογένεια.: [4, 811, 180, 891]
article-headline: ΤΣΕΧΙΚΗ ΑΠΟΣΤΟΛΗ ΕΙΣ ΤΑΣ ΕΡΓΑΣΙΑΣ ΤΗΣ ΚΟΜΕΚΟΝ: [761, 472, 922, 516]
article-text: ΠΡΑΓΑ, 21. (Ἀσ. Πρές). — Ἡ Τσεχοσλοβακία θά ἀποστείλῃ ἀντιπροσωπείαν εἰς τάς ἐργασίας τῆς Κομέκον, ἡ ὁποία θά συνέλθῃ εἰς Μόσχαν κατά τήν προσεχῆ ἑβδομάδα.: [749, 518, 935, 598]
subsection-title: Θρησκευτική ὁμιλία: [568, 1257, 735, 1275]
page-flag-word: Σελίς: [1389, 10, 1485, 49]
column-rule: [745, 8, 746, 2292]
wedding-notice: — Ὁ ΧΡΗΣΤΟΣ ΑΡΑΜΠΑΤΖΗΣ τοῦ Χαραλάμπους καί τῆς Ἀγγελικῆς, ἰδιωτικός ὑπάλληλος, γεννηθείς εἰς Σέρρας καί κάτοικος Θεσσαλονίκης, καί ἡ ΜΑΡΙΑ ΚΑΠΤΑΝΙΔΟΥ τοῦ Δημητρίου καί τῆς Ἑλένης, γεννηθεῖσα εἰς Κιλκίς καί κάτοικος Θεσσαλονίκης, μέλλουν νά τελέσουν γάμον εἰς Θεσσαλονίκην.: [188, 124, 370, 257]
cartoon-note: (Ἡ λύσις εἰς τήν 10ην σελίδα): [114, 2315, 261, 2327]
wedding-notice: — Ὁ ΓΕΩΡΓΙΟΣ ΤΟΛΙΟΠΟΥΛΟΣ τοῦ Ἀθανασίου καί τῆς Αἰκατερίνης, καί ἡ ΑΛΚΗΣΤΙΣ ΣΩΤΗΡΙΟΥ, μέλλουν νά τελέσουν γάμον εἰς τόν Ναόν Ἁγίου Νικολάου.: [188, 1012, 370, 1091]
subsection-text: — Ὁ κ. Γεώργιος Κυρίτσης, πλοίαρχος, δέν ἑορτάζει καί δέν δέχεται ἐπισκέψεις.: [4, 286, 180, 326]
subsection-text: Συνεχίζεται ἡ ὁμαδική διδασκαλία ἐργαστηρίων καί ἐγγραφαί εἰς τό νέον σχολεῖον ἐπαγγελματικῆς ἐκπαιδεύσεως ἀπό 20ῆς μέχρι 28ης Ἀπριλίου καθ' ὅλας τάς ἐργασίμους ἡμέρας.: [4, 1027, 180, 1120]
story-text: ΠΕΚΙΝΟΝ, 21. (Ἀσ. Πρές). — Ἡ μεθοριακή σύγκρουσις ἐπί τῆς νήσου Νταμάνσκυ ἀπετέλεσε τήν ἀφετηρίαν μιᾶς εὐρείας προπαγανδιστικῆς ἐκστρατείας. Ἡ Κίνα διεκδικεῖ ἐκ τῆς Σοβιετικῆς Ἑνώσεως περισσοτέρας ἀπό ἑξακοσίας νήσους εἰς τούς ποταμούς Ἀμούρ καί Ουσούρι. Ἡ ταινία προβάλλεται εἰς ὅλας τάς πόλεις τῆς χώρας.: [943, 869, 1335, 949]
spread-headline-line: ΜΕΛΕΤΑΤΑΙ Η ΔΗΜΙΟΥΡΓΙΑ: [789, 1237, 1297, 1275]
story-subheadline: ΕΥΡΕΙΑ ΠΡΟΠΑΓΑΝΔΙΣΤΙΚΗ ΕΚΣΤΡΑΤΕΙΑ ΚΑΤΑ ΤΩΝ ΕΝΟΠΛΩΝ ΔΥΝΑΜΕΩΝ ΤΗΣ ΡΩΣΙΑΣ ΚΑΙ ΤΟΥ ΠΟΛΕΜΙΚΟΥ ΝΑΥΤΙΚΟΥ: [957, 820, 1320, 866]
cartoon-signature: Χρυ: [328, 2285, 351, 2300]
subsection-text: Τήν 4 Μαΐου 10.30 π.μ. εἰς τήν αἴθουσαν τῆς Ε.Μ.Σ. θά δοθῇ θεατρική παράστασις ὑπό τοῦ Ποντιακοῦ Συλλόγου μέ ἔργα τοῦ Ποντιακοῦ θεάτρου.: [563, 963, 741, 1029]
cinema-name: ΣΤΑΥΡΟΥΠΟΛΙΣ: [191, 1622, 280, 1635]
spread-section-title: ΜΙΑ ΝΕΑ ΠΟΛΙΣ: [1188, 1582, 1291, 1597]
news-photo: [943, 185, 1335, 599]
article-text: ΑΘΗΝΑΙ, 21. — Ὁ ὑπουργός Ἐμπορίου κ. Τσέλλος συνειργάσθη σήμερον μέ τόν ὑπουργόν Τελωνείων τῆς Νέας Ζηλανδίας ἐπί θεμάτων ἐμπορικῶν συναλλαγῶν μεταξύ τῶν δύο χωρῶν.: [749, 1468, 935, 1549]
story-headline-line: ἐν μέσῃ ὁδῷ ὑπό ἀγνώστων: [1012, 78, 1265, 137]
cinema-info: (Καλαμαριά). «Ὁ κόσμος τῆς Σούζυ Βόγκ» μέ τόν Ουίλλιαμ Χόλντεν.: [4, 1611, 180, 1651]
spread-headline-line: ΕΙΣ ΠΕΡΙΟΧΑΣ ΤΗΣ ΑΓΓΛΙΑΣ: [782, 1305, 1303, 1344]
wedding-notice: — Ὁ ΔΗΜΗΤΡΙΟΣ ΤΣΑΛΚΙΤΖΗΣ τοῦ Ἰωάννου καί τῆς Μαργαρίτας, καί ἡ ΡΟΥΛΑ ΚΟΤΤΑΡΗ τοῦ Κωνσταντίνου, μέλλουν νά τελέσουν γάμον εἰς Θεσσαλονίκην.: [188, 1095, 370, 1175]
article-text: ΜΟΝΤΡΕΑΛ, 21. (Ἡνωμ. Τύπος). — Ἀπεργοῦν ἀπό σήμερον οἱ μηχανικοί τῆς πολιτικῆς ἀεροπορίας τοῦ Καναδᾶ, ζητοῦντες αὐξήσεις ἀποδοχῶν.: [1347, 504, 1562, 557]
subsection-text: Εἰς τήν Φιλοσοφικήν Σχολήν τοῦ Πανεπιστημίου Θεσσαλονίκης ἀνηγορεύθησαν πτυχιοῦχοι οἱ κάτωθι νέοι καί νέαι, εἰς τούς ὁποίους εὐχόμεθα πᾶσαν πρόοδον.: [4, 592, 180, 671]
column-news-b: [749, 1402, 935, 2289]
article-headline: ΕΠΙ ΤΗ ΟΝΟΜΑΣΤΙΚΗ ΕΟΡΤΗ ΤΟΥ ΑΝΤΙΒΑΣΙΛΕΩΣ: [1360, 1082, 1548, 1112]
program-title: Ἐνόπλων Δυνάμεων: [384, 580, 549, 599]
article-subheadline: ΔΙΑ ΤΗΝ ΘΕΡΑΠΕΙΑΝ ΤΟΥ ΔΙΑΒΗΤΟΥ: [772, 77, 911, 101]
church-notice: ΙΕΡΟΝ ΝΑΟΝ ΑΓΙΟΥ ΓΕΩΡΓΙΟΥ ΑΣΒΕΣΤΟΧΩΡΙΟΥ: Εὐχαριστοῦμεν θερμῶς τούς δωρητάς καί τούς εὐεργέτας τοῦ Ἱεροῦ Ναοῦ. Ἡ Ἐκκλησιαστική Ἐπιτροπή.: [563, 401, 741, 481]
program-text: 5 Νοεμ. 5.50 Παιδική ἐκπομπή. 6.45 Κινούμενα σχέδια. 7.15 Εἰδήσεις. 7.30 Ἀθλητικά. 8.15 Ἡ ζωή στόν τόπο μας. 9.00 Κινηματογραφική ταινία. 10.45 Τελευταῖαι εἰδήσεις.: [378, 746, 555, 826]
article-headline: ΔΕΝ ΘΑ ΕΟΡΤΑΣΗ Ο κ. ΠΡΩΘΥΠΟΥΡΓΟΣ: [1381, 1162, 1528, 1191]
article-text: ΤΟΡΟΝΤΟ, 21. (Ἡνωμ. Τύπος). — Ἑπτά ἄτομα ἐφονεύθησαν καί ὀγδοήκοντα ἐτραυματίσθησαν, ὅταν ἐξετροχιάσθη ἐπιβατική ἀμαξοστοιχία πλησίον τῆς πόλεως.: [1347, 143, 1562, 210]
church-notice: ΠΑΝΗΓΥΡΙΣ ΙΕΡΟΥ ΝΑΟΥ ΑΓΙΟΥ ΓΕΩΡΓΙΟΥ ΚΑΜΑΡΑΣ: Αὔριον ἑορτή τοῦ Ἁγίου μεγαλομάρτυρος Γεωργίου τοῦ Τροπαιοφόρου. Ἀπόψε θά ψαλῇ μέγας πανηγυρικός ἑσπερινός μετ' ἀρτοκλασίας.: [563, 53, 741, 146]
meetings-text: — Ἡ ΑΔΕΛΦΟΤΗΣ ΦΙΛΟΠΤΩΧΩΝ κυριῶν. Τηλ. 69-289. — ΤΟ ΠΑΝΕΛΛΗΝΙΟ ΚΟΛΛΕΓΙΟ. — ΤΟΥ «ΟΜΙΛΟΥ ΦΙΛΩΝ ΤΟΥ ΒΟΥΝΟΥ». Ἐπίσκεψις εἰς Χορτιάτην. Συγκέντρωσις εἰς τήν πλατεῖαν Ἀριστοτέλους ὥραν 7 π.μ. — Ἡ ΕΝΩΣΙΣ ΑΠΟΦΟΙΤΩΝ.: [378, 1087, 555, 1195]
